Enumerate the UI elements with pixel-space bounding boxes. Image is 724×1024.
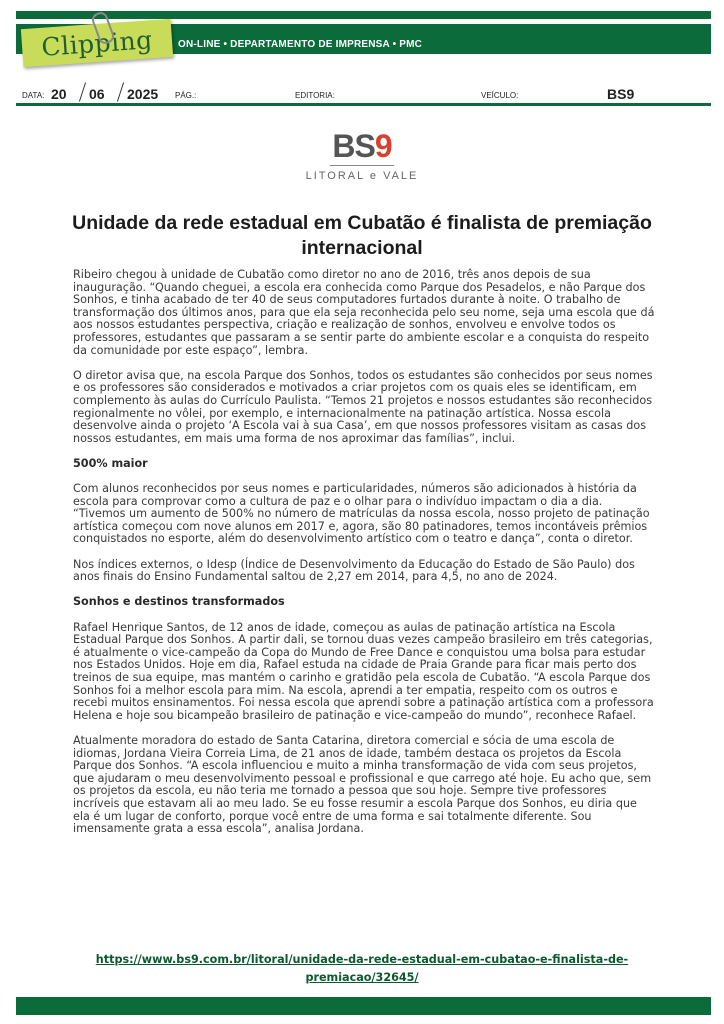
date-separator [117, 82, 124, 101]
date-month: 06 [89, 86, 105, 102]
date-label: DATA: [22, 91, 45, 100]
article-paragraph: Com alunos reconhecidos por seus nomes e particularidades, números são adicionados à história da escola para comprovar como a cultura de paz e o olhar para o indivíduo impactam o dia a dia. “Tivemos um aumento de 500% no número de matrículas da nossa escola, nosso projeto de patinação artística começou com nove alunos em 2017 e, agora, são 80 patinadores, temos incontáveis prêmios conquistados no esporte, além do desenvolvimento artístico com o teatro e dança”, conta o diretor. [73, 482, 650, 546]
header-top-bar [16, 11, 711, 19]
logo-mark-nine: 9 [374, 128, 392, 164]
section-heading: 500% maior [73, 456, 148, 470]
meta-divider [16, 103, 711, 106]
date-year: 2025 [127, 86, 159, 102]
clipping-badge-text: Clipping [40, 24, 154, 62]
editoria-label: EDITORIA: [295, 91, 335, 100]
veiculo-label: VEÍCULO: [481, 91, 519, 100]
article-title: Unidade da rede estadual em Cubatão é finalista de premiação internacional [72, 212, 652, 259]
veiculo-value: BS9 [607, 86, 635, 102]
article-paragraph: Ribeiro chegou à unidade de Cubatão como diretor no ano de 2016, três anos depois de sua inauguração. “Quando cheguei, a escola era conhecida como Parque dos Pesadelos, e não Parque dos Sonhos, e tinha acabado de ter 40 de seus computadores furtados durante à noite. O trabalho de transformação dos últimos anos, para que ela seja reconhecida pelo seu nome, seja uma escola que dá aos nossos estudantes perspectiva, criação e realização de sonhos, envolveu e envolve todos os professores, estudantes que passaram a se sentir parte do ambiente escolar e a conquista do respeito da comunidade por este espaço”, lembra. [73, 268, 655, 357]
department-label: ON-LINE • DEPARTAMENTO DE IMPRENSA • PMC [178, 39, 423, 50]
date-day: 20 [51, 86, 67, 102]
publication-logo [0, 128, 724, 182]
source-link[interactable]: https://www.bs9.com.br/litoral/unidade-da-rede-estadual-em-cubatao-e-finalista-de-premiacao/32645/ [95, 953, 629, 984]
article-body [73, 269, 655, 848]
article-paragraph: Nos índices externos, o Idesp (Índice de Desenvolvimento da Educação do Estado de São Paulo) dos anos finais do Ensino Fundamental saltou de 2,27 em 2014, para 4,5, no ano de 2024. [73, 557, 635, 584]
meta-row [22, 86, 710, 104]
section-heading: Sonhos e destinos transformados [73, 595, 285, 609]
logo-subtitle: LITORAL e VALE [305, 170, 419, 182]
article-paragraph: O diretor avisa que, na escola Parque dos Sonhos, todos os estudantes são conhecidos por seus nomes e os professores são considerados e motivados a criar projetos com os quais eles se identificam, em complemento às aulas do Currículo Paulista. “Temos 21 projetos e nossos estudantes são reconhecidos regionalmente no vôlei, por exemplo, e internacionalmente na patinação artística. Nossa escola desenvolve ainda o projeto ‘A Escola vai à sua Casa’, em que nossos professores visitam as casas dos nossos estudantes, em mais uma forma de nos aproximar das famílias”, inclui. [73, 368, 653, 445]
footer-bar [16, 997, 711, 1015]
logo-mark-letters: BS [332, 128, 375, 164]
logo-divider [330, 165, 394, 166]
logo-mark [0, 128, 724, 165]
date-separator [79, 82, 86, 101]
page-label: PÁG.: [175, 91, 197, 100]
article-paragraph: Atualmente moradora do estado de Santa Catarina, diretora comercial e sócia de uma escola de idiomas, Jordana Vieira Correia Lima, de 21 anos de idade, também destaca os projetos da Escola Parque dos Sonhos. “A escola influenciou e muito a minha transformação de vida com seus projetos, que ajudaram o meu desenvolvimento pessoal e profissional e que carrego até hoje. Eu acho que, sem os projetos da escola, eu não teria me tornado a pessoa que sou hoje. Sempre tive professores incríveis que estavam ali ao meu lado. Se eu fosse resumir a escola Parque dos Sonhos, eu diria que ela é um lugar de conforto, porque você entre de uma forma e sai totalmente diferente. Sou imensamente grata a essa escola”, analisa Jordana. [73, 733, 652, 836]
article-paragraph: Rafael Henrique Santos, de 12 anos de idade, começou as aulas de patinação artística na Escola Estadual Parque dos Sonhos. A partir dali, se tornou duas vezes campeão brasileiro em três categorias, é atualmente o vice-campeão da Copa do Mundo de Free Dance e conquistou uma bolsa para estudar nos Estados Unidos. Hoje em dia, Rafael estuda na cidade de Praia Grande para ficar mais perto dos treinos de sua equipe, mas mantém o carinho e gratidão pela escola de Cubatão. “A escola Parque dos Sonhos foi a melhor escola para mim. Na escola, aprendi a ter empatia, respeito com os outros e recebi muitos ensinamentos. Foi nessa escola que aprendi sobre a patinação artística com a professora Helena e hoje sou bicampeão brasileiro de patinação e vice-campeão do mundo”, reconhece Rafael. [73, 620, 654, 722]
